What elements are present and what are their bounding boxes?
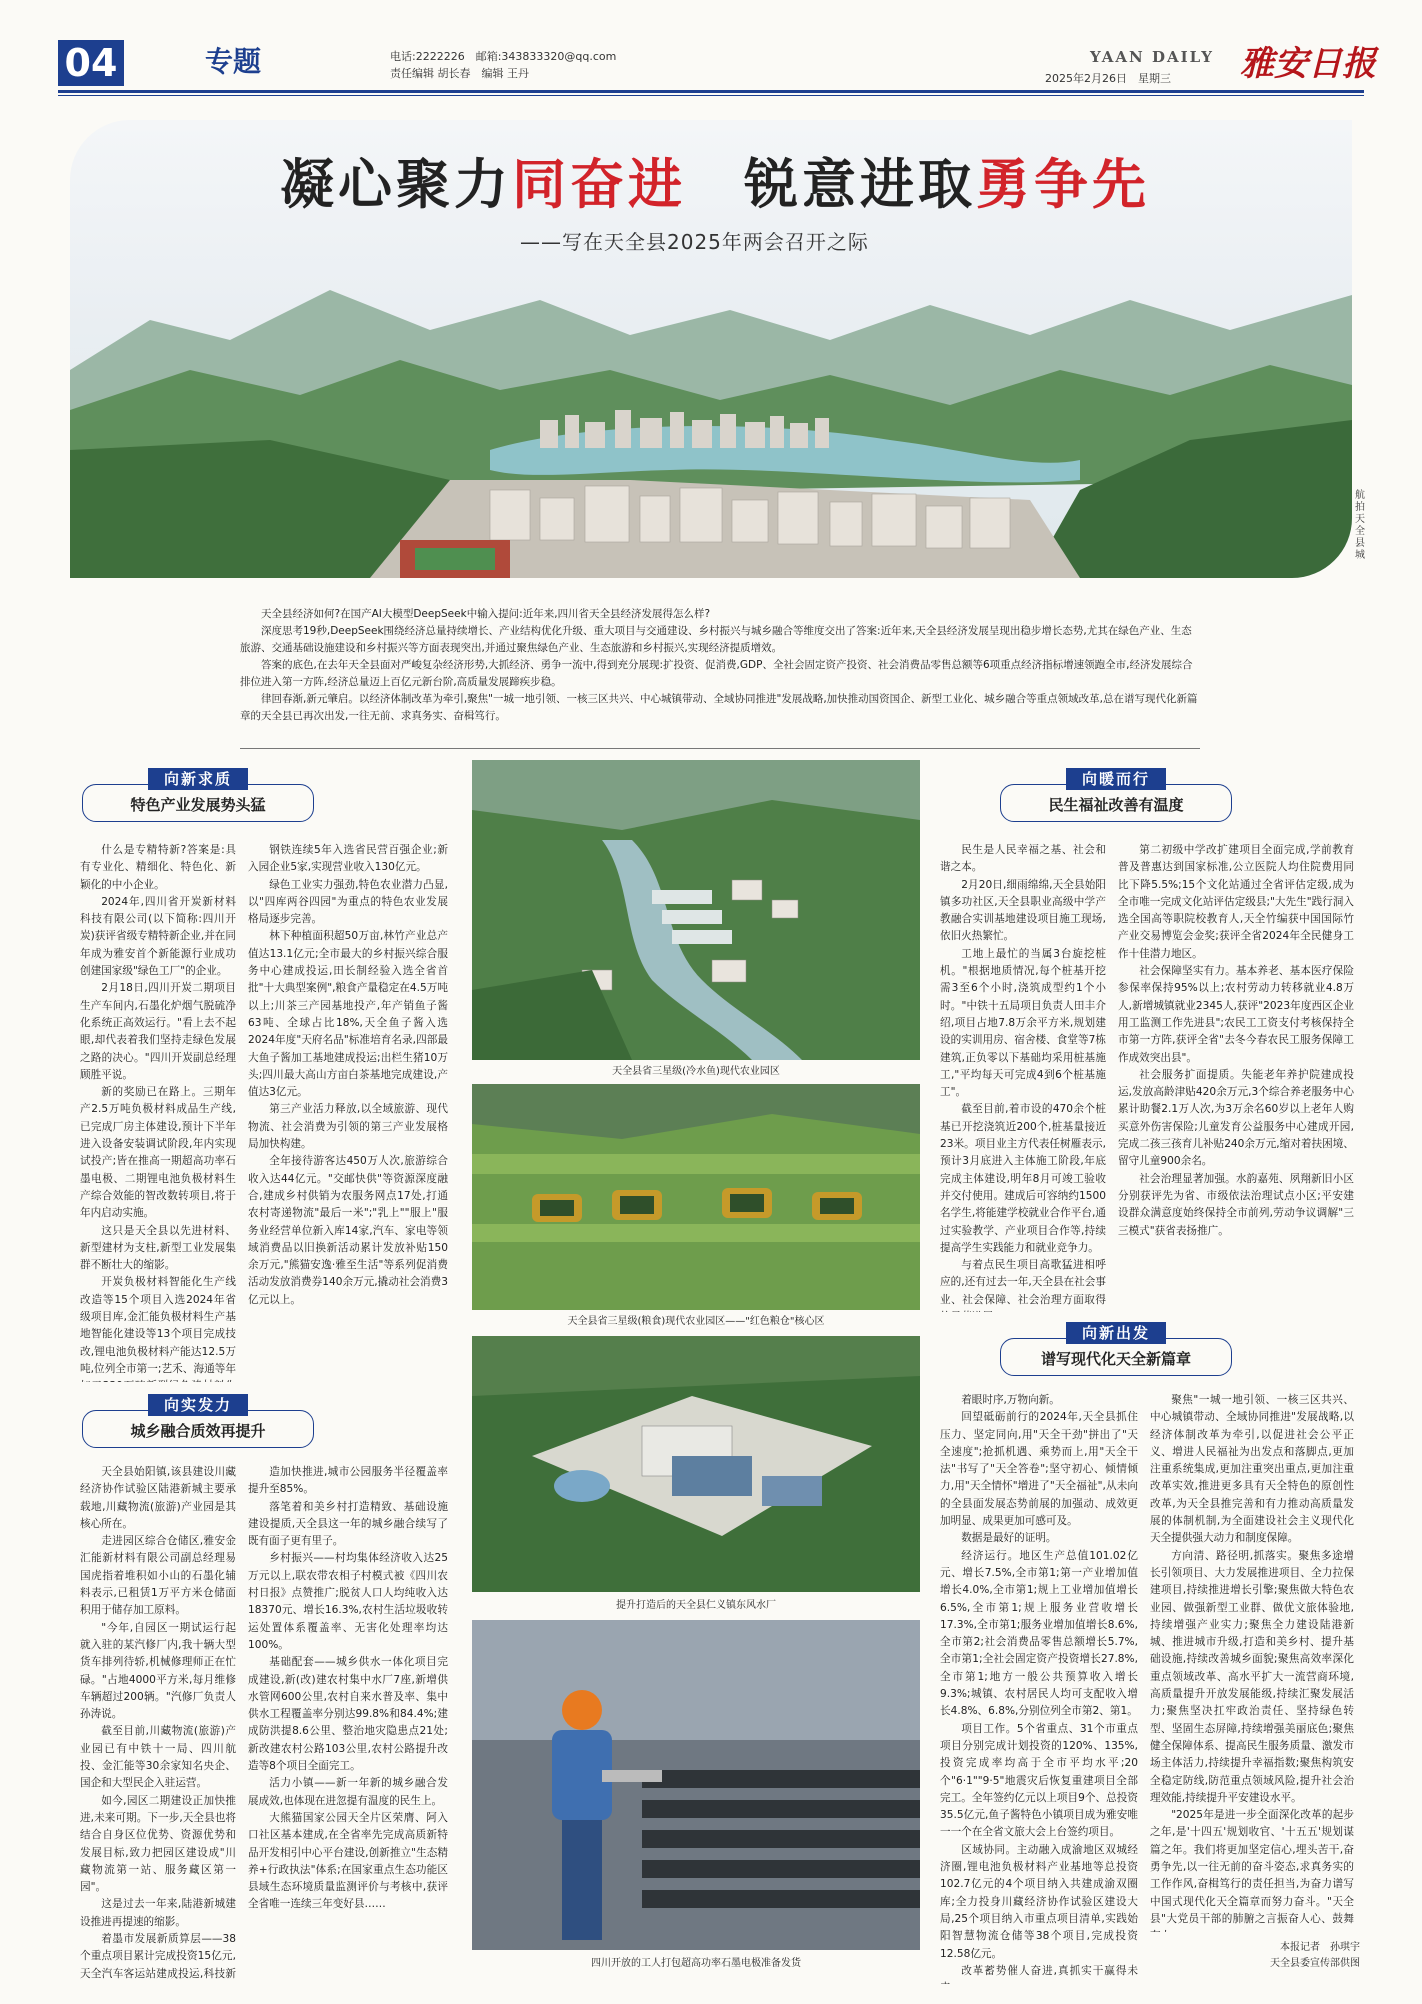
intro-paragraph: 深度思考19秒,DeepSeek围绕经济总量持续增长、产业结构优化升级、重大项目与交通建设、乡村振兴与城乡融合等维度交出了答案:近年来,天全县经济发展呈现出稳步增长态势,尤其在绿色产业、生态旅游、交通基础设施建设和乡村振兴等方面表现突出,并通过聚焦绿色产业、生态旅游和乡村振兴,实现经济提质增效。 — [240, 625, 1192, 654]
issue-date: 2025年2月26日 星期三 — [1045, 72, 1171, 85]
section-heading: 民生福祉改善有温度 — [1000, 784, 1232, 822]
byline-reporter: 本报记者 孙琪宇 — [1280, 1942, 1360, 1953]
section-head-livelihood — [1000, 768, 1232, 822]
photo-water-plant — [472, 1336, 920, 1592]
contact-line: 电话:2222226 邮箱:343833320@qq.com — [390, 50, 617, 63]
headline-emphasis: 勇争先 — [976, 153, 1150, 216]
photo-rice-field — [472, 1084, 920, 1310]
editor-line: 责任编辑 胡长春 编辑 王丹 — [390, 67, 529, 80]
paragraph: 走进园区综合仓储区,雅安金汇能新材料有限公司副总经理易国虎指着堆积如小山的石墨化辅料表示,已租赁1万平方米仓储面积用于储存加工原料。 — [80, 1535, 236, 1617]
section-head-industry — [82, 768, 314, 822]
paper-latin-name: YAAN DAILY — [1090, 48, 1214, 66]
paragraph: 社会治理显著加强。水韵嘉苑、夙翔新旧小区分别获评先为省、市级依法治理试点小区;平安建设群众满意度始终保持全市前列,劳动争议调解"三三模式"获省表扬推广。 — [1118, 1172, 1354, 1237]
intro-text — [240, 606, 1200, 725]
paragraph: 第二初级中学改扩建项目全面完成,学前教育普及普惠达到国家标准,公立医院人均住院费用同比下降5.5%;15个文化站通过全省评估定级,成为全市唯一完成文化站评估定级县;"大先生"践行洞入选全国高等职院校教育人,天全竹编获中国国际竹产业交易博览会金奖;获评全省2024年全民健身工作十佳潜力地区。 — [1118, 844, 1354, 960]
section-heading: 谱写现代化天全新篇章 — [1000, 1338, 1232, 1376]
headline-part: 凝心聚力 — [280, 153, 512, 216]
headline-part: 锐意进取 — [744, 153, 976, 216]
paragraph: 工地上最忙的当属3台旋挖桩机。"根据地质情况,每个桩基开挖需3至6个小时,浇筑成型约1个小时。"中铁十五局项目负责人田丰介绍,项目占地7.8万余平方米,规划建设的实训用房、宿舍楼、食堂等7栋建筑,正负零以下基础均采用桩基施工,"平均每天可完成4到6个桩基施工"。 — [940, 947, 1106, 1099]
paragraph: 2月18日,四川开炭二期项目生产车间内,石墨化炉烟气脱硫净化系统正高效运行。"看上去不起眼,却代表着我们坚持走绿色发展之路的决心。"四川开炭副总经理顾胜平说。 — [80, 982, 236, 1081]
intro-divider — [240, 748, 1200, 749]
section-heading: 特色产业发展势头猛 — [82, 784, 314, 822]
masthead-rule — [58, 90, 1364, 93]
paragraph: 区域协同。主动融入成渝地区双城经济圈,锂电池负极材料产业基地等总投资102.7亿元的4个项目纳入共建成渝双圈库;全力投身川藏经济协作试验区建设大局,25个项目纳入市重点项目清单,实践始阳智慧物流仓储等38个项目,完成投资12.58亿元。 — [940, 1843, 1138, 1960]
paragraph: 第三产业活力释放,以全域旅游、现代物流、社会消费为引领的第三产业发展格局加快构建。 — [248, 1103, 448, 1151]
byline — [1190, 1940, 1360, 1972]
paragraph: 着眼时序,万物向新。 — [961, 1394, 1060, 1406]
paragraph: 改革蓄势催人奋进,真抓实干赢得未 — [961, 1964, 1138, 1977]
article-column-3 — [80, 1464, 236, 1984]
section-tab: 向暖而行 — [1066, 768, 1166, 790]
paragraph: 基础配套——城乡供水一体化项目完成建设,新(改)建农村集中水厂7座,新增供水管网600公里,农村自来水普及率、集中供水工程覆盖率分别达99.8%和84.4%;建成防洪提8.6公里、整治地灾隐患点21处;新改建农村公路103公里,农村公路提升改造等8个项目全面完工。 — [248, 1656, 448, 1773]
headline-emphasis: 同奋进 — [512, 153, 686, 216]
section-heading: 城乡融合质效再提升 — [82, 1410, 314, 1448]
paragraph: 方向清、路径明,抓落实。聚焦多途增长引领项目、大力发展推进项目、全力拉保建项目,持续推进增长引擎;聚焦做大特色农业园、做强新型工业群、做优文旅体验地,持续增强产业实力;聚焦全力建设陆港新城、推进城市升级,打造和美乡村、提升基础设施,持续改善城乡面貌;聚焦高效率深化重点领域改革、高水平扩大一流营商环境,高质量提升开放发展能级,持续汇聚发展活力;聚焦坚决扛牢政治责任、坚持绿色转型、坚固生态屏障,持续增强美丽底色;聚焦健全保障体系、提高民生服务质量、激发市场主体活力,持续提升幸福指数;聚焦构筑安全稳定防线,防范重点领域风险,提升社会治理效能,持续提升平安建设水平。 — [1150, 1549, 1354, 1804]
photo-caption: 提升打造后的天全县仁义镇东风水厂 — [616, 1600, 776, 1611]
photo-factory-worker — [472, 1620, 920, 1950]
intro-paragraph: 律回春渐,新元肇启。以经济体制改革为牵引,聚焦"一城一地引领、一核三区共兴、中心城镇带动、全域协同推进"发展战略,加快推动国资国企、新型工业化、城乡融合等重点领域改革,总在谱写现代化新篇章的天全县已再次出发,一往无前、求真务实、奋楫笃行。 — [240, 693, 1198, 722]
paragraph: 新的奖励已在路上。三期年产2.5万吨负极材料成品生产线,已完成厂房主体建设,预计下半年进入设备安装调试阶段,年内实现试投产;皆在推高一期超高功率石墨电极、二期锂电池负极材料生产综合效能的智改数转项目,将于年内启动实施。 — [80, 1086, 236, 1220]
page-number: 04 — [58, 40, 124, 86]
intro-paragraph: 天全县经济如何?在国产AI大模型DeepSeek中输入提问:近年来,四川省天全县经济发展得怎么样? — [261, 608, 711, 620]
paragraph: 数据是最好的证明。 — [961, 1532, 1057, 1545]
contact-info — [390, 48, 616, 82]
paragraph: 活力小镇——新一年新的城乡融合发展成效,也体现在进忽提有温度的民生上。 — [248, 1777, 448, 1807]
paragraph: 与着点民生项目高歌猛进相呼应的,还有过去一年,天全县在社会事业、社会保障、社会治理方面取得 — [940, 1259, 1106, 1306]
section-tab: 向新出发 — [1066, 1322, 1166, 1344]
photo-fish-farm — [472, 760, 920, 1060]
paragraph: 社会保障坚实有力。基本养老、基本医疗保险参保率保持95%以上;农村劳动力转移就业4.8万人,新增城镇就业2345人,获评"2023年度西区企业用工监测工作先进县";农民工工资支付考核保持全市第一方阵,获评全省"去冬今春农民工服务保障工作成效突出县"。 — [1118, 965, 1354, 1064]
paragraph: 聚焦"一城一地引领、一核三区共兴、中心城镇带动、全域协同推进"发展战略,以经济体制改革为牵引,以促进社会公平正义、增进人民福祉为出发点和落脚点,更加注重系统集成,更加注重突出重点,更加注重改革实效,推进更多具有天全特色的原创性改革,为天全县推完善和有力推动高质量发展的体制机制,为全面建设社会主义现代化天全提供强大动力和制度保障。 — [1150, 1394, 1354, 1545]
article-column-5 — [940, 842, 1106, 1312]
photo-caption: 四川开放的工人打包超高功率石墨电极准备发货 — [591, 1958, 801, 1969]
paragraph: 民生是人民幸福之基、社会和谐之本。 — [940, 844, 1106, 874]
paragraph: 林下种植面积超50万亩,林竹产业总产值达13.1亿元;全市最大的乡村振兴综合服务中心建成投运,田长制经验入选全省首批"十大典型案例",粮食产量稳定在4.5万吨以上;川茶三产园基地投产,年产销鱼子酱63吨、全球占比18%,天全鱼子酱入选2024年度"天府名品"标准培育名录,四部最大鱼子酱加工基地建成投运;出栏生猪10万头;四川最大高山方亩白茶基地完成建设,产值达3亿元。 — [248, 930, 448, 1099]
paragraph: 乡村振兴——村均集体经济收入达25万元以上,联农带农相子村模式被《四川农村日报》点赞推广;脱贫人口人均纯收入达18370元、增长16.3%,农村生活垃圾收转运处置体系覆盖率、无害化处理率均达100%。 — [248, 1552, 448, 1651]
paragraph: 大熊猫国家公园天全片区荣膺、阿入口社区基本建成,在全省率先完成高质新特品开发相引中心平台建设,创新推立"生态精养+行政执法"体系;在国家重点生态功能区县域生态环境质量监测评价与考核中,获评全省唯一连续三年变好县…… — [248, 1811, 448, 1911]
article-column-1 — [80, 842, 236, 1382]
paragraph: 落笔着和美乡村打造精致、基础设施建设提质,天全县这一年的城乡融合续写了既有面子更有里子。 — [248, 1500, 448, 1548]
factory-worker-illustration — [472, 1620, 920, 1950]
paragraph: 全年接待游客达450万人次,旅游综合收入达44亿元。"交邮快供"等资源深度融合,建成乡村供销为农服务网点17处,打通农村寄递物流"最后一米";"乳上""服上"服务业经营单位新入库14家,汽车、家电等领域消费品以旧换新活动累计发放补贴150余万元,"熊猫安逸·雅至生活"等系列促消费活动发放消费券140余万元,撬动社会消费3亿元以上。 — [248, 1155, 448, 1306]
paper-logo: 雅安日报 — [1240, 44, 1376, 84]
photo-credit: 航拍天全县城 — [1355, 490, 1365, 561]
masthead-rule-thin — [58, 95, 1364, 96]
fish-farm-illustration — [472, 760, 920, 1060]
paragraph: 社会服务扩面提质。失能老年养护院建成投运,发放高龄津贴420余万元,3个综合养老服务中心累计助餐2.1万人次,为3万余名60岁以上老年人购买意外伤害保险;儿童发育公益服务中心建成开园,完成二孩三孩育儿补贴240余万元,缩对着扶困境、留守儿童900余名。 — [1118, 1068, 1354, 1168]
intro-paragraph: 答案的底色,在去年天全县面对严峻复杂经济形势,大抓经济、勇争一流中,得到充分展现:扩投资、促消费,GDP、全社会固定资产投资、社会消费品零售总额等6项重点经济指标增速领跑全市,经济发展综合排位进入第一方阵,经济总量迈上百亿元新台阶,高质量发展蹄疾步稳。 — [240, 659, 1193, 688]
paragraph: 天全县始阳镇,该县建设川藏经济协作试验区陆港新城主要承载地,川藏物流(旅游)产业园是其核心所在。 — [80, 1466, 236, 1530]
photo-caption: 天全县省三星级(冷水鱼)现代农业园区 — [612, 1066, 780, 1077]
section-title: 专题 — [205, 45, 262, 78]
article-column-8 — [1150, 1392, 1354, 1932]
paragraph: 2月20日,细雨绵绵,天全县始阳镇多功社区,天全县职业高级中学产教融合实训基地建设项目施工现场,依旧火热繁忙。 — [940, 878, 1106, 943]
paragraph: 截至目前,川藏物流(旅游)产业园已有中铁十一局、四川航投、金汇能等30余家知名央企、国企和大型民企入驻运营。 — [80, 1725, 236, 1790]
paragraph: 什么是专精特新?答案是:具有专业化、精细化、特色化、新颖化的中小企业。 — [80, 844, 236, 891]
section-head-new-chapter — [1000, 1322, 1232, 1376]
article-column-7 — [940, 1392, 1138, 1984]
section-tab: 向新求质 — [148, 768, 248, 790]
paragraph: 项目工作。5个省重点、31个市重点项目分别完成计划投资的120%、135%,投资完成率均高于全市平均水平;20个"6·1""9·5"地震灾后恢复重建项目全部完工。全年签约亿元以上项目9个、总投资35.5亿元,鱼子酱特色小镇项目成为雅安唯一一个在全省文旅大会上台签约项目。 — [940, 1722, 1138, 1839]
paragraph: 截至目前,着市设的470余个桩基已开挖浇筑近200个,桩基量接近23米。项目业主方代表任树雁表示,预计3月底进入主体施工阶段,年底完成主体建设,明年8月可竣工验收并交付使用。建成后可容纳约1500名学生,将能建学校就业合作平台,通过实验教学、产业项目合作等,持续提高学生实践能力和就业竞争力。 — [940, 1103, 1106, 1254]
section-head-integration — [82, 1394, 314, 1448]
section-tab: 向实发力 — [148, 1394, 248, 1416]
paragraph: 经济运行。地区生产总值101.02亿元、增长7.5%,全市第1;第一产业增加值增长4.0%,全市第1;规上工业增加值增长6.5%,全市第1;规上服务业营收增长17.3%,全市第1;服务业增加值增长8.6%,全市第2;社会消费品零售总额增长5.7%,全市第1;全社会固定资产投资增长27.8%,全市第1;地方一般公共预算收入增长9.3%;城镇、农村居民人均可支配收入增长4.8%、6.8%,分别位列全市第2、第1。 — [940, 1549, 1138, 1718]
paragraph: 如今,园区二期建设正加快推进,未来可期。下一步,天全县也将结合自身区位优势、资源优势和发展目标,致力把园区建设成"川藏物流第一站、服务藏区第一园"。 — [80, 1794, 236, 1894]
rice-field-illustration — [472, 1084, 920, 1310]
paragraph: "2025年是进一步全面深化改革的起步之年,是'十四五'规划收官、'十五五'规划谋篇之年。我们将更加坚定信心,埋头苦干,奋勇争先,以一往无前的奋斗姿态,求真务实的工作作风,奋楫笃行的责任担当,为奋力谱写中国式现代化天全篇章而努力奋斗。"天全县"大党员干部的肺腑之言振奋人心、鼓舞 — [1150, 1809, 1354, 1925]
water-plant-illustration — [472, 1336, 920, 1592]
subheadline: ——写在天全县2025年两会召开之际 — [520, 230, 869, 254]
article-column-6 — [1118, 842, 1354, 1312]
paragraph: 2024年,四川省开炭新材料科技有限公司(以下简称:四川开炭)获评省级专精特新企业,并在同年成为雅安首个新能源行业成功创建国家级"绿色工厂"的企业。 — [80, 895, 236, 978]
byline-photo: 天全县委宣传部供图 — [1270, 1958, 1360, 1969]
article-column-2 — [248, 842, 448, 1382]
paragraph: 绿色工业实力强劲,特色农业潜力凸显,以"四库两谷四园"为重点的特色农业发展格局逐步完善。 — [248, 878, 448, 926]
paragraph: 钢铁连续5年入选省民营百强企业;新入园企业5家,实现营业收入130亿元。 — [248, 844, 448, 874]
paragraph: 造加快推进,城市公园服务半径覆盖率提升至85%。 — [248, 1466, 448, 1496]
paragraph: 回望砥砺前行的2024年,天全县抓住压力、坚定同向,用"天全干劲"拼出了"天全速度";抢抓机遇、乘势而上,用"天全干法"书写了"天全答卷";坚守初心、倾情倾力,用"天全情怀"增进了"天全福祉",从未向的全县面发展态势前展的加强动、成效更加明显、成果更加可感可及。 — [940, 1411, 1138, 1528]
paragraph: 开炭负极材料智能化生产线改造等15个项目入选2024年省级项目库,金汇能负极材料生产基地智能化建设等13个项目完成技改,锂电池负极材料产能达12.5万吨,位列全市第一;艺禾、海通等年 — [80, 1276, 236, 1375]
paragraph: "今年,自园区一期试运行起就入驻的某汽修厂内,我十辆大型货车排列待轿,机械修理师正在忙碌。"占地4000平方米,每月维修车辆超过200辆。"汽修厂负责人孙涛说。 — [80, 1621, 236, 1721]
paragraph: 着墨市发展新质算层——38个重点项目累计完成投资15亿元,天全汽车客运站建成投运,科技新 — [80, 1933, 236, 1980]
headline — [280, 150, 1150, 220]
photo-caption: 天全县省三星级(粮食)现代农业园区——"红色粮仓"核心区 — [567, 1316, 825, 1327]
paragraph: 这只是天全县以先进材料、新型建材为支柱,新型工业发展集群不断壮大的缩影。 — [80, 1224, 236, 1272]
paragraph: 这是过去一年来,陆港新城建设推进再提速的缩影。 — [80, 1898, 236, 1928]
article-column-4 — [248, 1464, 448, 1984]
